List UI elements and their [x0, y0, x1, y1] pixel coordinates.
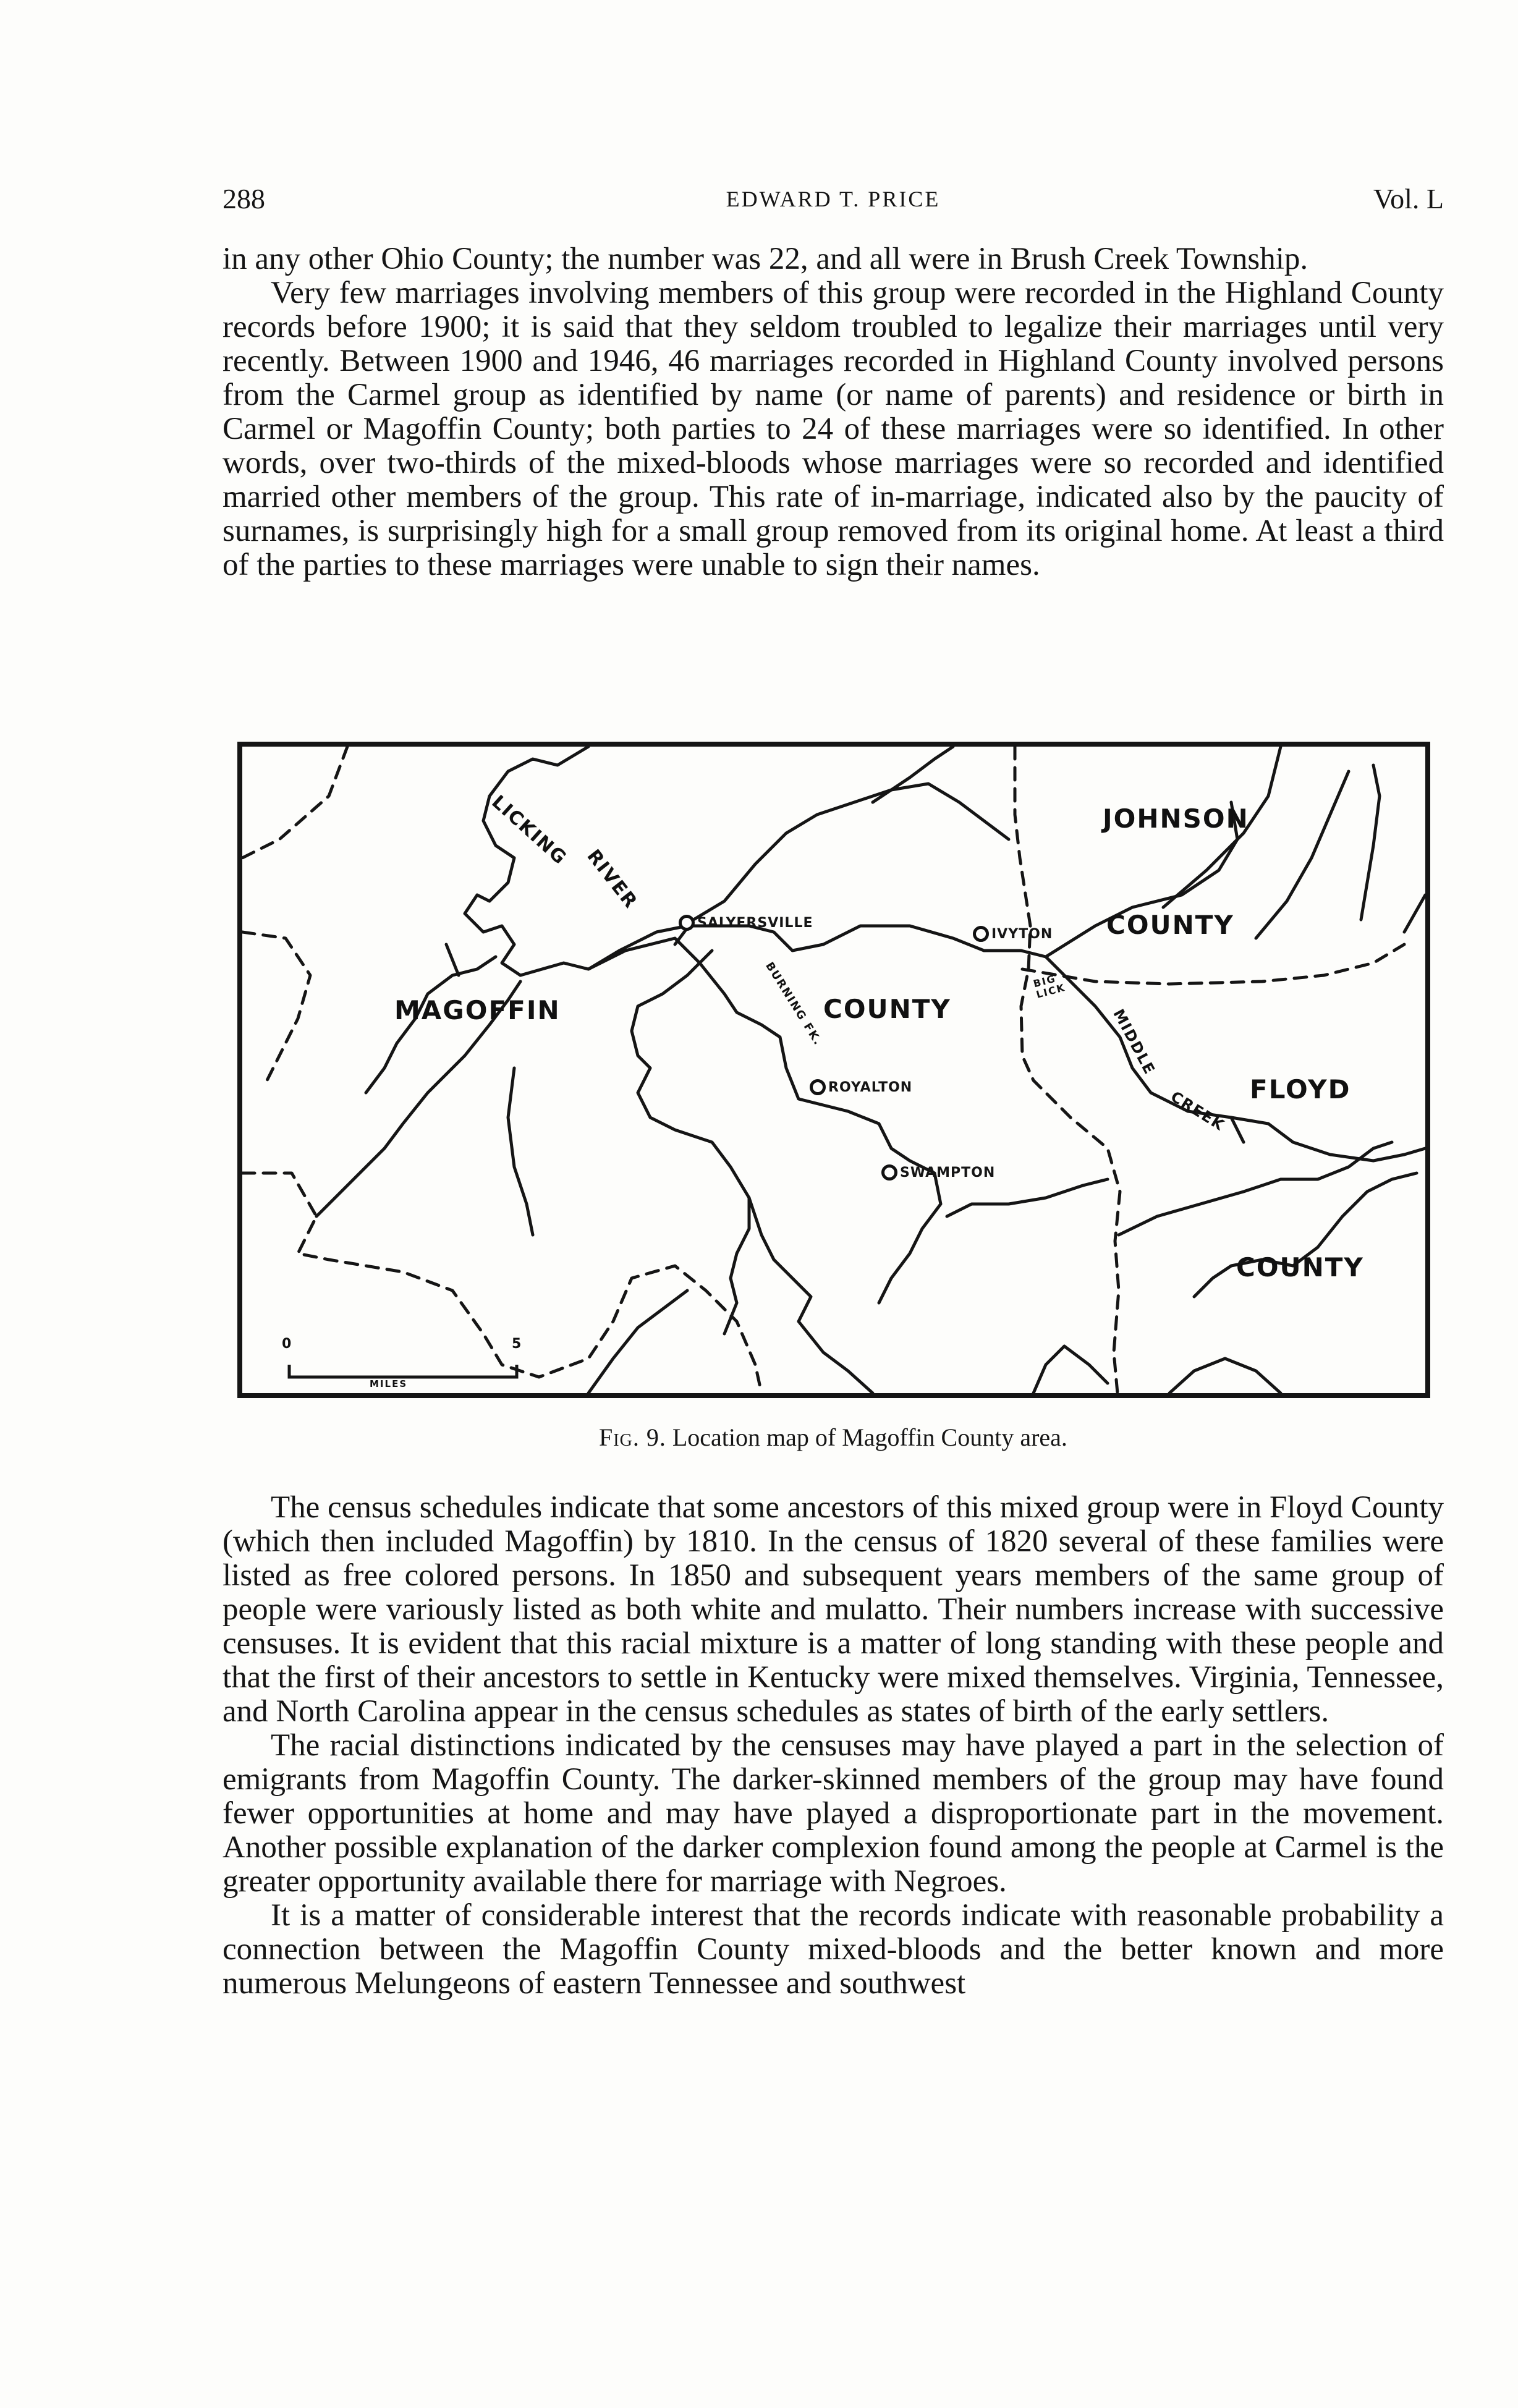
scale-bar	[289, 1365, 517, 1377]
floyd-county-label: FLOYD	[1250, 1074, 1351, 1104]
running-author: EDWARD T. PRICE	[726, 187, 941, 211]
running-header	[223, 174, 1444, 224]
town-marker	[810, 1079, 826, 1095]
scale-five-label: 5	[512, 1336, 523, 1352]
town-ivyton	[973, 926, 1053, 942]
magoffin-county-label: MAGOFFIN	[394, 995, 561, 1025]
paragraph: The census schedules indicate that some ancestors of this mixed group were in Floyd County (which then included Magoffin) by 1810. In the census of 1820 several of these families were listed as free colored persons. In 1850 and subsequent years members of the same group of people were variously listed as both white and mulatto. Their numbers increase with successive censuses. It is evident that this racial mixture is a matter of long standing with these people and that the first of their ancestors to settle in Kentucky were mixed themselves. Virginia, Tennessee, and North Carolina appear in the census schedules as states of birth of the early settlers.	[223, 1490, 1444, 1729]
body-text-bottom	[223, 1491, 1444, 2001]
paragraph: It is a matter of considerable interest that the records indicate with reasonable probability a connection between the Magoffin County mixed-bloods and the better known and more numerous Melungeons of eastern Tennessee and southwest	[223, 1898, 1444, 2001]
town-salyersville	[679, 915, 813, 931]
location-map	[237, 742, 1430, 1398]
floyd-county-label: COUNTY	[1236, 1252, 1364, 1282]
town-marker	[679, 915, 695, 931]
rivers	[316, 747, 1425, 1393]
licking-river-label: LICKING	[487, 791, 571, 870]
johnson-county-label: COUNTY	[1106, 910, 1234, 940]
town-name: IVYTON	[991, 926, 1053, 942]
burning-fork-label: BURNING FK.	[763, 960, 825, 1048]
town-swampton	[881, 1164, 995, 1181]
paragraph: Very few marriages involving members of this group were recorded in the Highland County records before 1900; it is said that they seldom troubled to legalize their marriages until very recently. Between 1900 and 1946, 46 marriages recorded in Highland County involved persons from the Carmel group as identified by name (or name of parents) and residence or birth in Carmel or Magoffin County; both parties to 24 of these marriages were so identified. In other words, over two-thirds of the mixed-bloods whose marriages were so recorded and identified married other members of the group. This rate of in-marriage, indicated also by the paucity of surnames, is surprisingly high for a small group removed from its original home. At least a third of the parties to these marriages were unable to sign their names.	[223, 276, 1444, 582]
middle-creek-label: CREEK	[1168, 1088, 1228, 1135]
county-boundaries	[242, 747, 1404, 1393]
map-linework	[242, 747, 1425, 1393]
body-text-top	[223, 242, 1444, 582]
figure-caption	[223, 1420, 1444, 1455]
johnson-county-label: JOHNSON	[1103, 803, 1249, 834]
paragraph: in any other Ohio County; the number was 22, and all were in Brush Creek Township.	[223, 242, 1308, 276]
town-name: SALYERSVILLE	[697, 915, 813, 931]
big-lick-label: BIG LICK	[1032, 972, 1067, 1001]
town-marker	[881, 1164, 897, 1181]
licking-river-label: RIVER	[582, 846, 642, 914]
town-marker	[973, 926, 989, 942]
figure-number: Fig. 9.	[599, 1423, 666, 1451]
town-name: ROYALTON	[828, 1079, 913, 1095]
scale-unit-label: MILES	[370, 1378, 408, 1389]
figure-caption-text: Location map of Magoffin County area.	[672, 1423, 1067, 1451]
magoffin-county-label: COUNTY	[823, 994, 951, 1024]
town-name: SWAMPTON	[900, 1164, 996, 1181]
scale-zero-label: 0	[282, 1336, 293, 1352]
town-royalton	[810, 1079, 912, 1095]
middle-creek-label: MIDDLE	[1109, 1006, 1159, 1078]
paragraph: The racial distinctions indicated by the censuses may have played a part in the selection of emigrants from Magoffin County. The darker-skinned members of the group may have found fewer opportunities at home and may have played a disproportionate part in the movement. Another possible explanation of the darker complexion found among the people at Carmel is the greater opportunity available there for marriage with Negroes.	[223, 1728, 1444, 1899]
volume-label: Vol. L	[1373, 183, 1444, 214]
page-number: 288	[223, 183, 265, 214]
